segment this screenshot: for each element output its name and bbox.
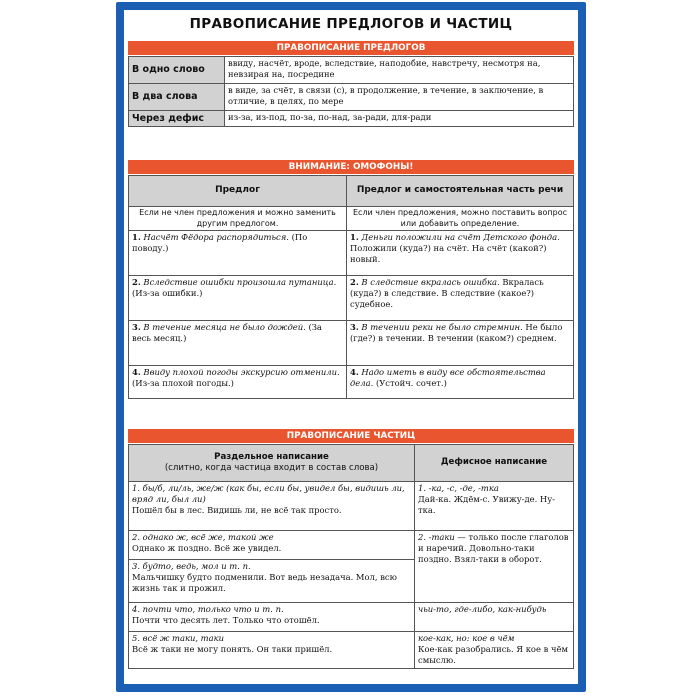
table-row — [129, 531, 574, 560]
particle-cell — [129, 603, 415, 632]
example-text: (Устойч. сочет.) — [375, 378, 447, 389]
row-label: В одно слово — [129, 57, 225, 84]
rule-note: Если член предложения, можно поставить вопрос или добавить определение. — [347, 207, 574, 231]
poster-paper — [124, 10, 578, 684]
example-text: (По поводу.) — [132, 232, 308, 254]
example-number: 2. — [350, 277, 359, 287]
particle-cell — [129, 560, 415, 603]
table-row — [129, 111, 574, 127]
table-header-row — [129, 176, 574, 207]
page-title: ПРАВОПИСАНИЕ ПРЕДЛОГОВ И ЧАСТИЦ — [189, 16, 513, 32]
rule-note: Если не член предложения и можно заменить другим предлогом. — [129, 207, 347, 231]
table-row — [129, 321, 574, 366]
particle-example: Мальчишку будто подменили. Вот ведь незадача. Мол, всю жизнь так и прожил. — [132, 572, 397, 594]
particle-rule: 4. почти что, только что и т. п. — [132, 604, 284, 614]
example-cell — [129, 366, 347, 399]
table-row — [129, 632, 574, 669]
example-cell — [347, 321, 574, 366]
particle-rule: 3. будто, ведь, мол и т. п. — [132, 561, 251, 571]
row-label: Через дефис — [129, 111, 225, 127]
example-italic: Вследствие ошибки произошла путаница. — [143, 277, 337, 287]
particle-rule: 5. всё ж таки, таки — [132, 633, 225, 643]
example-text: (Из-за ошибки.) — [132, 288, 203, 299]
example-cell — [129, 276, 347, 321]
column-header: Дефисное написание — [415, 445, 574, 482]
example-cell — [129, 231, 347, 276]
particle-example: Почти что десять лет. Только что отошёл. — [132, 615, 320, 626]
row-text: ввиду, насчёт, вроде, вследствие, наподобие, навстречу, несмотря на, невзирая на, посредине — [225, 57, 574, 84]
particle-cell — [415, 632, 574, 669]
example-cell — [347, 276, 574, 321]
table-row — [129, 366, 574, 399]
table-row — [129, 276, 574, 321]
column-subtitle: (слитно, когда частица входит в состав слова) — [164, 463, 379, 473]
poster-frame — [116, 2, 586, 692]
particle-cell — [129, 482, 415, 531]
table-row — [129, 603, 574, 632]
example-italic: В следствие вкралась ошибка. — [361, 277, 500, 287]
table-header-row — [129, 445, 574, 482]
column-title: Раздельное написание — [214, 451, 329, 462]
particle-example: Всё ж таки не могу понять. Он таки пришёл. — [132, 644, 333, 655]
example-italic: Насчёт Фёдора распорядиться. — [143, 232, 289, 242]
particle-cell — [415, 603, 574, 632]
example-italic: В течении реки не было стремнин. — [361, 322, 523, 332]
example-text: Вкралась (куда?) в следствие. В следствие (какое?) судебное. — [350, 277, 544, 310]
table-row — [129, 84, 574, 111]
particle-example: Однако ж поздно. Всё же увидел. — [132, 543, 282, 554]
particle-rule: 1. -ка, -с, -де, -тка — [418, 483, 499, 493]
particles-table — [128, 444, 574, 669]
row-label: В два слова — [129, 84, 225, 111]
row-text: из-за, из-под, по-за, по-над, за-ради, для-ради — [225, 111, 574, 127]
particle-rule: чьи-то, где-либо, как-нибудь — [418, 604, 547, 614]
example-number: 4. — [350, 367, 359, 377]
particle-example: Пошёл бы в лес. Видишь ли, не всё так просто. — [132, 505, 342, 516]
particle-cell — [129, 531, 415, 560]
prepositions-table — [128, 56, 574, 127]
example-italic: Деньги положили на счёт Детского фонда. — [361, 232, 560, 242]
example-number: 1. — [132, 232, 141, 242]
example-text: Положили (куда?) на счёт. На счёт (какой?) новый. — [350, 243, 547, 265]
example-text: (За весь месяц.) — [132, 322, 322, 344]
row-text: в виде, за счёт, в связи (с), в продолжение, в течение, в заключение, в отличие, в целях, по мере — [225, 84, 574, 111]
example-number: 1. — [350, 232, 359, 242]
particle-cell — [415, 482, 574, 531]
particle-example: Дай-ка. Ждём-с. Увижу-де. Ну-тка. — [418, 494, 555, 516]
particle-rule: 1. бы/б, ли/ль, же/ж (как бы, если бы, увидел бы, видишь ли, вряд ли, был ли) — [132, 483, 405, 505]
example-text: Не было (где?) в течении. В течении (каком?) среднем. — [350, 322, 563, 344]
example-number: 3. — [132, 322, 141, 332]
particle-rule: 2. однако ж, всё же, такой же — [132, 532, 274, 542]
particle-example: Кое-как разобрались. Я кое в чём смыслю. — [418, 644, 568, 666]
particle-example: — только после глаголов и наречий. Довольно-таки поздно. Взял-таки в оборот. — [418, 532, 569, 565]
particle-cell — [129, 632, 415, 669]
particle-rule: 2. -таки — [418, 532, 455, 542]
section-header-homophones: ВНИМАНИЕ: ОМОФОНЫ! — [128, 160, 574, 174]
column-header — [129, 445, 415, 482]
table-row — [129, 57, 574, 84]
example-text: (Из-за плохой погоды.) — [132, 378, 234, 389]
example-italic: В течение месяца не было дождей. — [143, 322, 306, 332]
table-row — [129, 482, 574, 531]
column-header: Предлог — [129, 176, 347, 207]
homophones-table — [128, 175, 574, 399]
example-cell — [129, 321, 347, 366]
example-cell — [347, 231, 574, 276]
example-number: 4. — [132, 367, 141, 377]
column-header: Предлог и самостоятельная часть речи — [347, 176, 574, 207]
example-number: 3. — [350, 322, 359, 332]
example-italic: Надо иметь в виду все обстоятельства дела. — [350, 367, 546, 389]
example-number: 2. — [132, 277, 141, 287]
table-row — [129, 207, 574, 231]
section-header-particles: ПРАВОПИСАНИЕ ЧАСТИЦ — [128, 429, 574, 443]
example-cell — [347, 366, 574, 399]
particle-cell — [415, 531, 574, 603]
section-header-prepositions: ПРАВОПИСАНИЕ ПРЕДЛОГОВ — [128, 41, 574, 55]
particle-rule: кое-как, но: кое в чём — [418, 633, 515, 643]
example-italic: Ввиду плохой погоды экскурсию отменили. — [143, 367, 340, 377]
table-row — [129, 231, 574, 276]
